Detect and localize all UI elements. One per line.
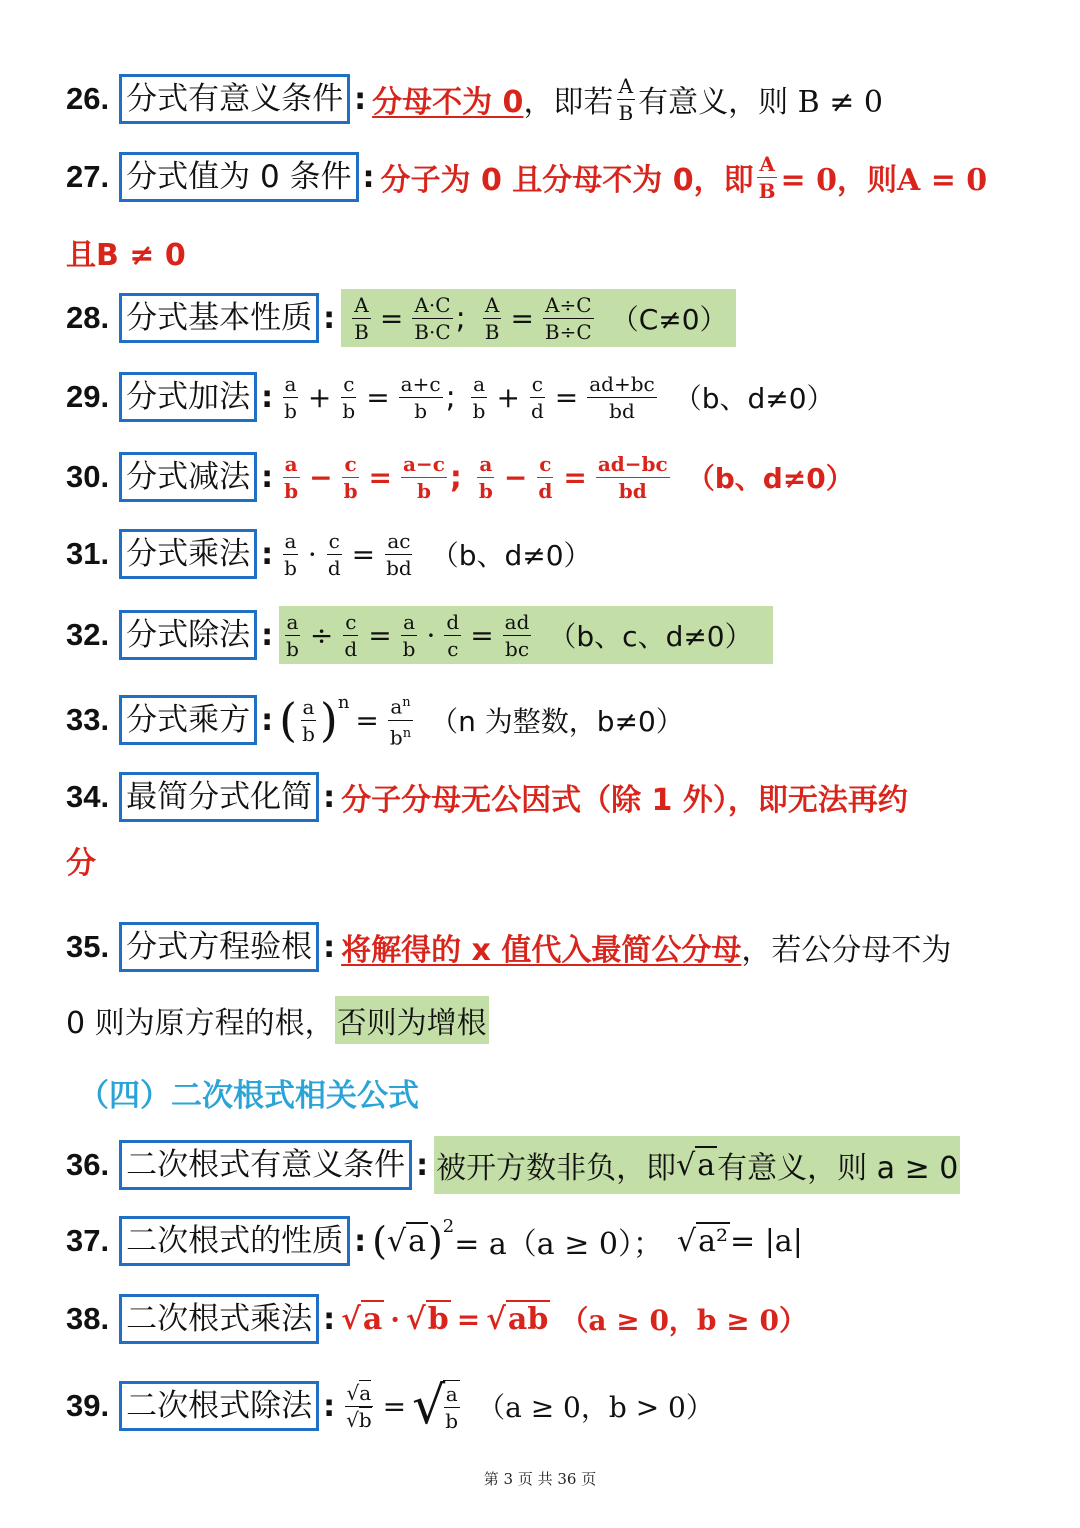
item-number: 27. [66, 159, 110, 194]
item-27: 27. 分式值为 0 条件 : 分子为 0 且分母不为 0，即 $\frac{A}{B}$ = 0，则A = 0 [66, 151, 988, 203]
highlight: 否则为增根 [335, 996, 489, 1044]
item-35: 35. 分式方程验根 : 将解得的 x 值代入最简公分母 ，若公分母不为 [66, 922, 1020, 972]
item-33: 33. 分式乘方 : ( $\frac{a}{b}$ ) n = $\frac{a^n}{b^n}$ （n 为整数，b≠0） [66, 692, 684, 750]
item-number: 37. [66, 1223, 110, 1258]
item-31: 31. 分式乘法 : $\frac{a}{b}$ · $\frac{c}{d}$ = $\frac{ac}{bd}$ （b、d≠0） [66, 528, 592, 580]
item-title: 分式加法 [119, 372, 257, 422]
item-38: 38. 二次根式乘法 : √a · √b = √ab （a ≥ 0，b ≥ 0） [66, 1294, 1020, 1344]
key-point: 将解得的 x 值代入最简公分母 [341, 933, 742, 968]
item-number: 28. [66, 300, 110, 335]
item-26: 26. 分式有意义条件 : 分母不为 0 ，即若 $\frac{A}{B}$ 有意义，则 B ≠ 0 [66, 73, 884, 125]
item-title: 二次根式有意义条件 [119, 1140, 412, 1190]
item-number: 31. [66, 536, 110, 571]
fraction: $\frac{A}{B}$ [618, 73, 634, 125]
item-title: 二次根式除法 [119, 1381, 319, 1431]
item-number: 29. [66, 379, 110, 414]
item-34: 34. 最简分式化简 : 分子分母无公因式（除 1 外），即无法再约 [66, 772, 1020, 822]
item-number: 32. [66, 617, 110, 652]
item-title: 二次根式乘法 [119, 1294, 319, 1344]
item-number: 26. [66, 81, 110, 116]
formula-highlight: 被开方数非负，即 √a 有意义，则 a ≥ 0 [434, 1136, 960, 1194]
item-title: 分式乘方 [119, 695, 257, 745]
item-28: 28. 分式基本性质 : $\frac{A}{B}$ = $\frac{A\cdot C}{B\cdot C}$ ; $\frac{A}{B}$ = $\frac{A\div C}{B\div C}$ （C≠0） [66, 289, 1020, 347]
item-36: 36. 二次根式有意义条件 : 被开方数非负，即 √a 有意义，则 a ≥ 0 [66, 1136, 1020, 1194]
page-footer: 第 3 页 共 36 页 [483, 1470, 597, 1488]
key-point: 分子分母无公因式（除 1 外），即无法再约 [341, 783, 908, 818]
item-number: 33. [66, 702, 110, 738]
item-title: 分式有意义条件 [119, 74, 350, 124]
item-37: 37. 二次根式的性质 : ( √a ) 2 = a（a ≥ 0）； √a² = |a| [66, 1216, 1020, 1266]
item-35-continued: 0 则为原方程的根， 否则为增根 [66, 996, 489, 1044]
section-heading: （四）二次根式相关公式 [78, 1078, 419, 1114]
item-title: 分式除法 [119, 610, 257, 660]
formula-highlight: $\frac{a}{b}$ ÷ $\frac{c}{d}$ = $\frac{a}{b}$ · $\frac{d}{c}$ = $\frac{ad}{bc}$ （b、c、d≠0） [279, 606, 773, 664]
item-title: 二次根式的性质 [119, 1216, 350, 1266]
item-title: 分式值为 0 条件 [119, 152, 358, 202]
item-39: 39. 二次根式除法 : $\frac{√a}{√b}$ = √ $\frac{a}{b}$ （a ≥ 0，b > 0） [66, 1376, 714, 1436]
item-title: 分式乘法 [119, 529, 257, 579]
text: ，若公分母不为 [741, 933, 952, 968]
item-number: 36. [66, 1147, 110, 1182]
item-27-continued: 且B ≠ 0 [66, 238, 186, 273]
item-number: 34. [66, 779, 110, 814]
item-29: 29. 分式加法 : $\frac{a}{b}$ + $\frac{c}{b}$ = $\frac{a+c}{b}$ ; $\frac{a}{b}$ + $\frac{c}{d}$ = $\frac{ad+bc}{bd}$ （b、d≠0） [66, 371, 835, 423]
fraction: $\frac{A}{B}$ [758, 151, 776, 203]
text: 有意义，则 B ≠ 0 [638, 85, 884, 120]
item-title: 分式减法 [119, 452, 257, 502]
text: ，即若 [523, 85, 614, 120]
key-point: 分子为 0 且分母不为 0，即 [380, 163, 754, 198]
formula-highlight: $\frac{A}{B}$ = $\frac{A\cdot C}{B\cdot C}$ ; $\frac{A}{B}$ = $\frac{A\div C}{B\div C}$ （C≠0） [341, 289, 735, 347]
item-number: 39. [66, 1388, 110, 1423]
item-30: 30. 分式减法 : $\frac{a}{b}$ − $\frac{c}{b}$ = $\frac{a-c}{b}$ ; $\frac{a}{b}$ − $\frac{c}{d}$ = $\frac{ad-bc}{bd}$ （b、d≠0） [66, 451, 854, 503]
key-point: = 0，则A = 0 [780, 163, 988, 198]
item-title: 最简分式化简 [119, 772, 319, 822]
item-title: 分式基本性质 [119, 293, 319, 343]
item-number: 35. [66, 929, 110, 964]
item-34-continued: 分 [66, 846, 96, 881]
item-title: 分式方程验根 [119, 922, 319, 972]
key-point: 分母不为 0 [372, 85, 524, 120]
item-number: 30. [66, 459, 110, 494]
item-32: 32. 分式除法 : $\frac{a}{b}$ ÷ $\frac{c}{d}$ = $\frac{a}{b}$ · $\frac{d}{c}$ = $\frac{ad}{bc}$ （b、c、d≠0） [66, 606, 1020, 664]
item-number: 38. [66, 1301, 110, 1336]
